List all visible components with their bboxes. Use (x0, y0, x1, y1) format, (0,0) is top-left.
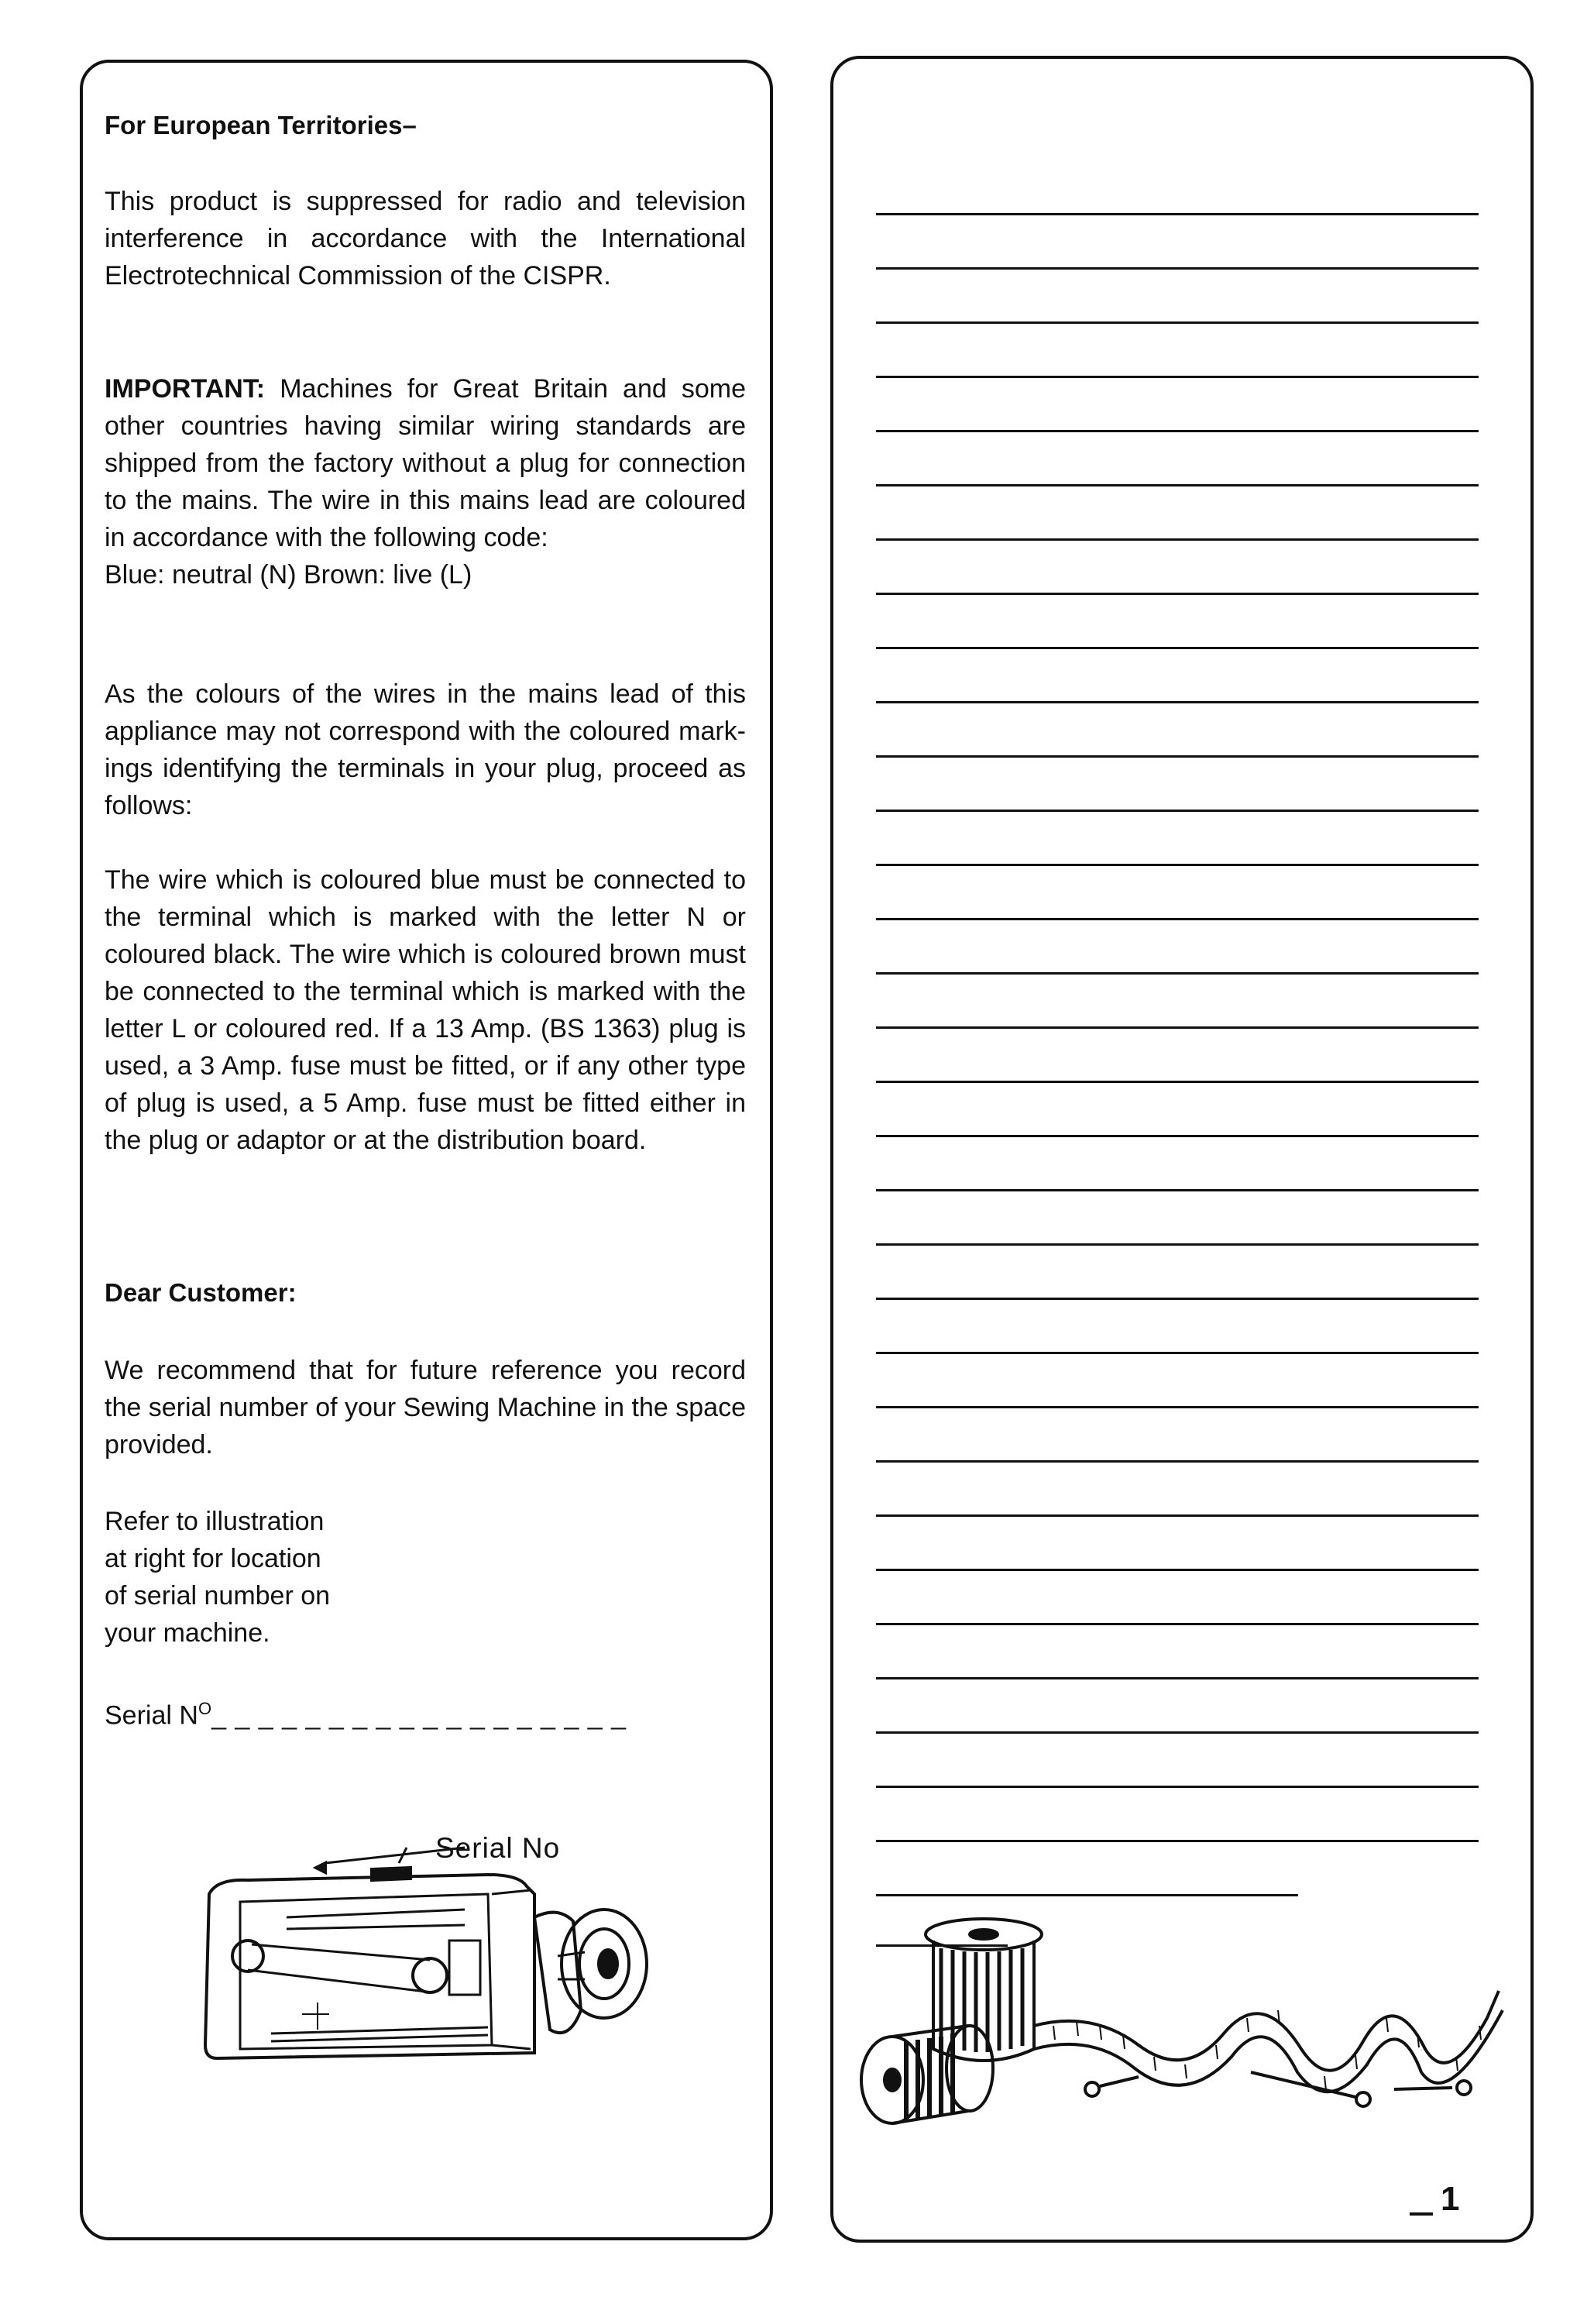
note-line (876, 538, 1479, 541)
note-line (876, 1406, 1479, 1408)
note-line (876, 1460, 1479, 1463)
note-line (876, 1352, 1479, 1354)
paragraph-suppression: This product is suppressed for radio and television interference in accordance with the International Electrotechnical Commission of the CISPR. (105, 187, 746, 290)
note-line (876, 810, 1479, 812)
serial-number-field (105, 1690, 746, 1734)
note-line (876, 1677, 1479, 1679)
refer-line: of serial number on (105, 1581, 331, 1611)
important-label: IMPORTANT: (105, 374, 266, 404)
note-line (876, 1026, 1479, 1029)
note-line (876, 864, 1479, 866)
note-line (876, 647, 1479, 649)
serial-dashes: _ _ _ _ _ _ _ _ _ _ _ _ _ _ _ _ _ _ (211, 1700, 627, 1731)
note-line (876, 1840, 1479, 1842)
refer-line: at right for location (105, 1544, 321, 1573)
note-line (876, 1514, 1479, 1517)
serial-superscript: O (198, 1699, 212, 1718)
note-line (876, 484, 1479, 486)
refer-line: Refer to illustration (105, 1507, 325, 1536)
thread-spool-and-tape-measure-illustration (860, 1917, 1510, 2126)
note-line (876, 376, 1479, 378)
note-line (876, 918, 1479, 920)
paragraph-wiring: The wire which is coloured blue must be connected to the terminal which is marked with the letter N or coloured black. The wire which is coloured brown must be connected to the terminal which is marked with the letter L or coloured red. If a 13 Amp. (BS 1363) plug is used, a 3 Amp. fuse must be fitted, or if any other type of plug is used, a 5 Amp. fuse must be fitted either in the plug or adaptor or at the distribution board. (105, 865, 746, 1155)
note-line (876, 1623, 1479, 1625)
note-line (876, 1189, 1479, 1191)
note-line (876, 321, 1479, 324)
note-line (876, 1894, 1298, 1896)
paragraph-important (105, 370, 746, 593)
note-line (876, 1081, 1479, 1083)
note-line (876, 593, 1479, 595)
page-number: 1 (1441, 2180, 1460, 2218)
heading-dear-customer: Dear Customer: (105, 1278, 297, 1307)
refer-line: your machine. (105, 1618, 270, 1648)
serial-prefix: Serial N (105, 1700, 198, 1731)
paragraph-recommend: We recommend that for future reference you record the serial number of your Sewing Machine in the space provided. (105, 1356, 746, 1459)
footer-rule (1410, 2212, 1433, 2216)
note-line (876, 972, 1479, 975)
important-text: Machines for Great Britain and some other countries having similar wiring standards are shipped from the factory without a plug for connection to the mains. The wire in this mains lead are coloured in accordance with the following code: (105, 374, 746, 552)
note-line (876, 701, 1479, 703)
illustration-serial-label: Serial No (435, 1832, 561, 1864)
wire-colour-code: Blue: neutral (N) Brown: live (L) (105, 560, 472, 590)
paragraph-colours: As the colours of the wires in the mains lead of this appliance may not correspond with the coloured mark-ings identifying the terminals in your plug, proceed as follows: (105, 679, 746, 820)
note-line (876, 1786, 1479, 1788)
heading-european-territories: For European Territories– (105, 111, 417, 139)
note-line (876, 213, 1479, 215)
note-line (876, 1243, 1479, 1246)
note-line (876, 1569, 1479, 1571)
note-line (876, 430, 1479, 432)
notes-panel (830, 56, 1534, 2243)
note-line (876, 755, 1479, 758)
note-line (876, 1135, 1479, 1137)
sewing-machine-illustration (194, 1855, 658, 2080)
note-line (876, 267, 1479, 270)
note-line (876, 1731, 1479, 1734)
note-line (876, 1298, 1479, 1300)
refer-instructions (105, 1503, 414, 1652)
